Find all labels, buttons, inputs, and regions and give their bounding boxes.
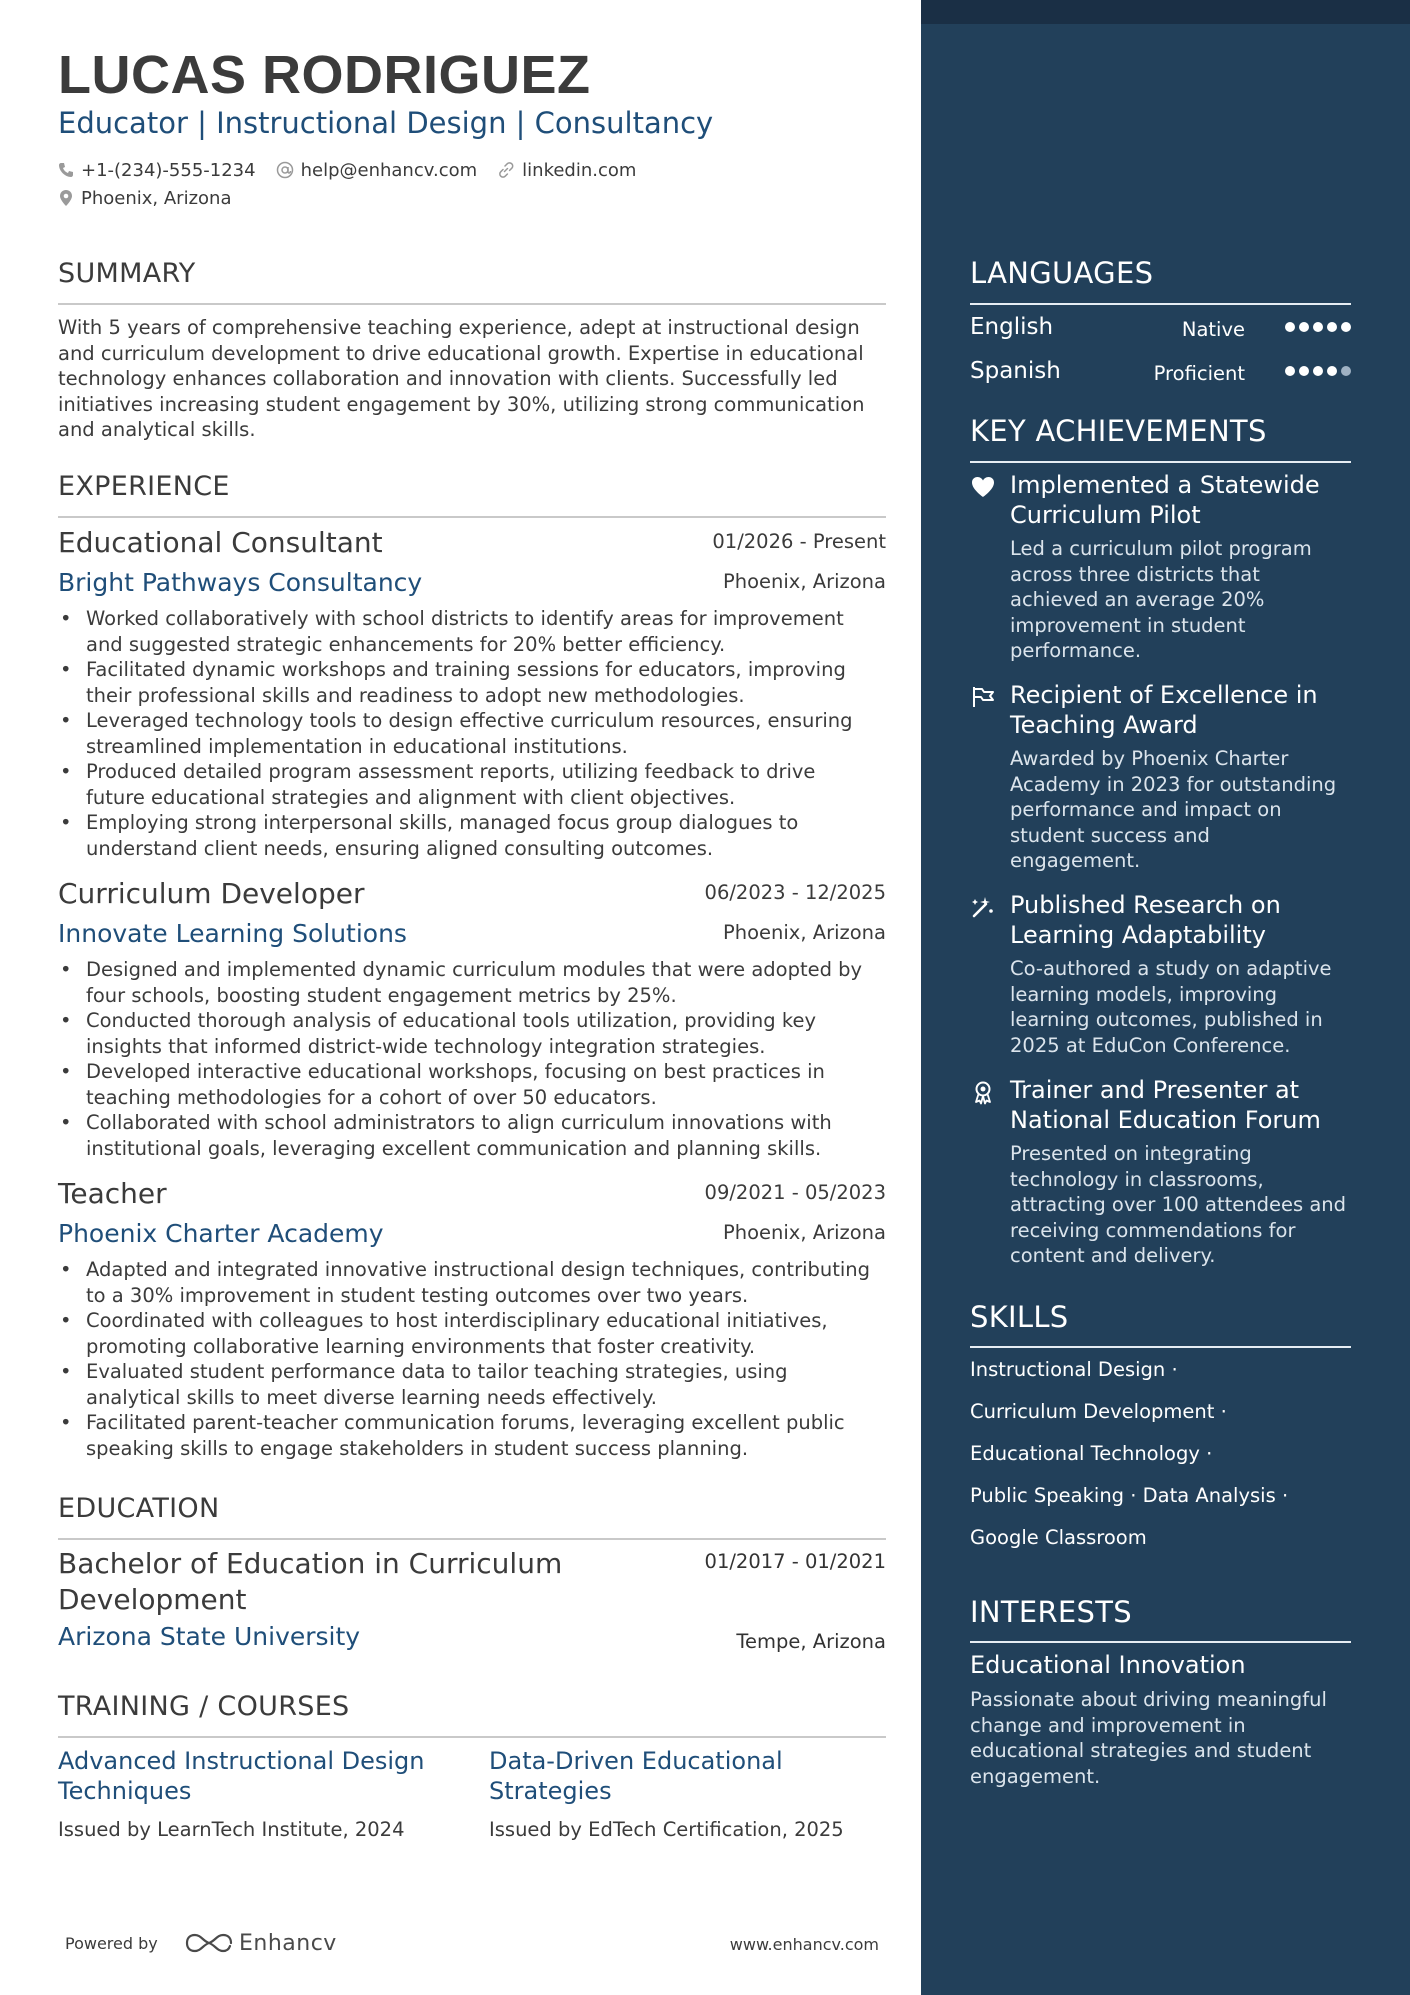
achievement-desc: Led a curriculum pilot program across three districts that achieved an average 20% improvement in student performance. xyxy=(1010,537,1312,662)
linkedin-text: linkedin.com xyxy=(522,159,637,181)
course-entry xyxy=(489,1746,889,1841)
training-heading: TRAINING / COURSES xyxy=(58,1691,350,1722)
school-location: Tempe, Arizona xyxy=(736,1630,886,1653)
course-issuer: Issued by EdTech Certification, 2025 xyxy=(489,1818,844,1841)
job-company: Innovate Learning Solutions xyxy=(58,919,407,948)
languages-heading: LANGUAGES xyxy=(970,256,1154,290)
job-company: Bright Pathways Consultancy xyxy=(58,568,423,597)
education-dates: 01/2017 - 01/2021 xyxy=(704,1550,886,1573)
achievement-item xyxy=(970,890,1351,1058)
at-icon xyxy=(276,161,294,179)
achievement-item xyxy=(970,680,1351,874)
job-location: Phoenix, Arizona xyxy=(722,1221,886,1244)
language-level: Proficient xyxy=(1153,362,1245,385)
rating-dot xyxy=(1341,322,1351,332)
enhancv-logo-icon xyxy=(185,1930,233,1956)
bullet-item: • Facilitated parent-teacher communication forums, leveraging excellent public speaking skills to engage stakeholders in student success planning. xyxy=(58,1410,886,1461)
heart-icon xyxy=(970,474,996,500)
achievement-title: Implemented a Statewide Curriculum Pilot xyxy=(1010,471,1320,529)
bullet-item: • Developed interactive educational workshops, focusing on best practices in teaching methodologies for a cohort of over 50 educators. xyxy=(58,1059,886,1110)
bullet-item: • Facilitated dynamic workshops and training sessions for educators, improving their professional skills and readiness to adopt new methodologies. xyxy=(58,657,886,708)
interest-desc: Passionate about driving meaningful change and improvement in educational strategies and student engagement. xyxy=(970,1688,1327,1788)
interests-heading: INTERESTS xyxy=(970,1595,1132,1629)
language-name: English xyxy=(970,314,1054,340)
rating-dot xyxy=(1299,322,1309,332)
enhancv-logo[interactable] xyxy=(185,1930,337,1956)
achievements-heading: KEY ACHIEVEMENTS xyxy=(970,414,1267,448)
rating-dot xyxy=(1313,322,1323,332)
job-title: Educational Consultant xyxy=(58,526,383,559)
summary-line: and curriculum development to drive educational growth. Expertise in educational xyxy=(58,341,864,365)
job-entry xyxy=(58,526,886,861)
bullet-item: • Evaluated student performance data to tailor teaching strategies, using analytical skills to meet diverse learning needs effectively. xyxy=(58,1359,886,1410)
summary-line: With 5 years of comprehensive teaching experience, adept at instructional design xyxy=(58,316,860,339)
magic-wand-icon xyxy=(970,894,996,920)
language-name: Spanish xyxy=(970,358,1061,384)
summary-line: and analytical skills. xyxy=(58,418,256,441)
job-title: Curriculum Developer xyxy=(58,877,365,910)
bullet-item: • Adapted and integrated innovative instructional design techniques, contributing to a 30% improvement in student testing outcomes over two years. xyxy=(58,1257,886,1308)
rating-dot xyxy=(1327,366,1337,376)
candidate-name: LUCAS RODRIGUEZ xyxy=(58,45,591,105)
language-rating xyxy=(1281,322,1351,332)
rating-dot xyxy=(1285,366,1295,376)
bullet-item: • Designed and implemented dynamic curriculum modules that were adopted by four schools, boosting student engagement metrics by 25%. xyxy=(58,957,886,1008)
languages-divider xyxy=(970,303,1351,305)
achievement-desc: Co-authored a study on adaptive learning models, improving learning outcomes, published in 2025 at EduCon Conference. xyxy=(1010,957,1332,1057)
job-bullets xyxy=(58,606,886,861)
bullet-item: • Collaborated with school administrators to align curriculum innovations with institutional goals, leveraging excellent communication and planning skills. xyxy=(58,1110,886,1161)
language-item xyxy=(970,314,1351,344)
bullet-item: • Produced detailed program assessment reports, utilizing feedback to drive future educational strategies and alignment with client objectives. xyxy=(58,759,886,810)
achievement-desc: Awarded by Phoenix Charter Academy in 2023 for outstanding performance and impact on student success and engagement. xyxy=(1010,747,1337,872)
rating-dot xyxy=(1299,366,1309,376)
bullet-item: • Employing strong interpersonal skills, managed focus group dialogues to understand client needs, ensuring aligned consulting outcomes. xyxy=(58,810,886,861)
location-contact xyxy=(58,188,231,209)
achievement-title: Trainer and Presenter at National Education Forum xyxy=(1010,1076,1321,1134)
degree-title: Bachelor of Education in Curriculum Development xyxy=(58,1547,563,1616)
phone-icon xyxy=(58,162,74,178)
job-location: Phoenix, Arizona xyxy=(722,570,886,593)
experience-divider xyxy=(58,516,886,518)
achievement-item xyxy=(970,1075,1351,1269)
enhancv-brand: Enhancv xyxy=(239,1930,337,1956)
candidate-title: Educator | Instructional Design | Consultancy xyxy=(58,106,714,140)
interest-item xyxy=(970,1651,1351,1789)
skill-item: Public Speaking · Data Analysis · xyxy=(970,1484,1289,1507)
rating-dot xyxy=(1327,322,1337,332)
summary-text xyxy=(58,315,888,443)
award-icon xyxy=(970,1079,996,1105)
bullet-item: • Coordinated with colleagues to host interdisciplinary educational initiatives, promoting collaborative learning environments that foster creativity. xyxy=(58,1308,886,1359)
linkedin-contact[interactable] xyxy=(497,160,636,181)
job-location: Phoenix, Arizona xyxy=(722,921,886,944)
language-rating xyxy=(1281,366,1351,376)
sidebar-top-band xyxy=(921,0,1410,24)
sidebar xyxy=(921,0,1410,1995)
achievement-title: Published Research on Learning Adaptability xyxy=(1010,891,1281,949)
achievements-divider xyxy=(970,461,1351,463)
education-divider xyxy=(58,1538,886,1540)
job-title: Teacher xyxy=(58,1177,167,1210)
summary-divider xyxy=(58,303,886,305)
course-entry xyxy=(58,1746,458,1841)
skill-item: Google Classroom xyxy=(970,1526,1147,1549)
education-heading: EDUCATION xyxy=(58,1493,220,1524)
summary-heading: SUMMARY xyxy=(58,258,196,289)
contact-info xyxy=(58,158,898,214)
course-issuer: Issued by LearnTech Institute, 2024 xyxy=(58,1818,405,1841)
bullet-item: • Worked collaboratively with school districts to identify areas for improvement and suggested strategic enhancements for 20% better efficiency. xyxy=(58,606,886,657)
achievement-item xyxy=(970,470,1351,664)
school-name: Arizona State University xyxy=(58,1622,361,1651)
job-entry xyxy=(58,877,886,1161)
achievement-title: Recipient of Excellence in Teaching Award xyxy=(1010,681,1318,739)
location-pin-icon xyxy=(58,189,74,207)
experience-heading: EXPERIENCE xyxy=(58,471,230,502)
location-text: Phoenix, Arizona xyxy=(81,187,232,209)
email-contact[interactable] xyxy=(276,160,478,181)
interests-divider xyxy=(970,1641,1351,1643)
rating-dot xyxy=(1285,322,1295,332)
education-entry xyxy=(58,1546,886,1651)
skill-item: Curriculum Development · xyxy=(970,1400,1227,1423)
job-bullets xyxy=(58,957,886,1161)
rating-dot xyxy=(1341,366,1351,376)
training-divider xyxy=(58,1736,886,1738)
footer xyxy=(65,1930,879,1958)
phone-text: +1-(234)-555-1234 xyxy=(81,159,256,181)
job-company: Phoenix Charter Academy xyxy=(58,1219,384,1248)
job-bullets xyxy=(58,1257,886,1461)
achievement-desc: Presented on integrating technology in classrooms, attracting over 100 attendees and receiving commendations for content and delivery. xyxy=(1010,1142,1347,1267)
rating-dot xyxy=(1313,366,1323,376)
summary-line: initiatives increasing student engagement by 30%, utilizing strong communication xyxy=(58,392,865,416)
flag-icon xyxy=(970,684,996,710)
job-dates: 09/2021 - 05/2023 xyxy=(704,1181,886,1204)
link-icon xyxy=(497,161,515,179)
bullet-item: • Leveraged technology tools to design effective curriculum resources, ensuring streamlined implementation in educational institutions. xyxy=(58,708,886,759)
skill-item: Educational Technology · xyxy=(970,1442,1213,1465)
powered-by-label: Powered by xyxy=(65,1934,158,1953)
course-title: Advanced Instructional Design Techniques xyxy=(58,1747,425,1805)
phone-contact[interactable] xyxy=(58,160,256,181)
language-level: Native xyxy=(1181,318,1245,341)
skills-divider xyxy=(970,1346,1351,1348)
summary-line: technology enhances collaboration and innovation with clients. Successfully led xyxy=(58,367,838,390)
job-dates: 06/2023 - 12/2025 xyxy=(704,881,886,904)
bullet-item: • Conducted thorough analysis of educational tools utilization, providing key insights that informed district-wide technology integration strategies. xyxy=(58,1008,886,1059)
course-title: Data-Driven Educational Strategies xyxy=(489,1747,783,1805)
footer-website[interactable]: www.enhancv.com xyxy=(729,1935,879,1954)
language-item xyxy=(970,358,1351,388)
interest-title: Educational Innovation xyxy=(970,1651,1246,1679)
skills-heading: SKILLS xyxy=(970,1300,1069,1334)
job-entry xyxy=(58,1177,886,1461)
email-text: help@enhancv.com xyxy=(300,159,478,181)
job-dates: 01/2026 - Present xyxy=(712,530,886,553)
skill-item: Instructional Design · xyxy=(970,1358,1178,1381)
